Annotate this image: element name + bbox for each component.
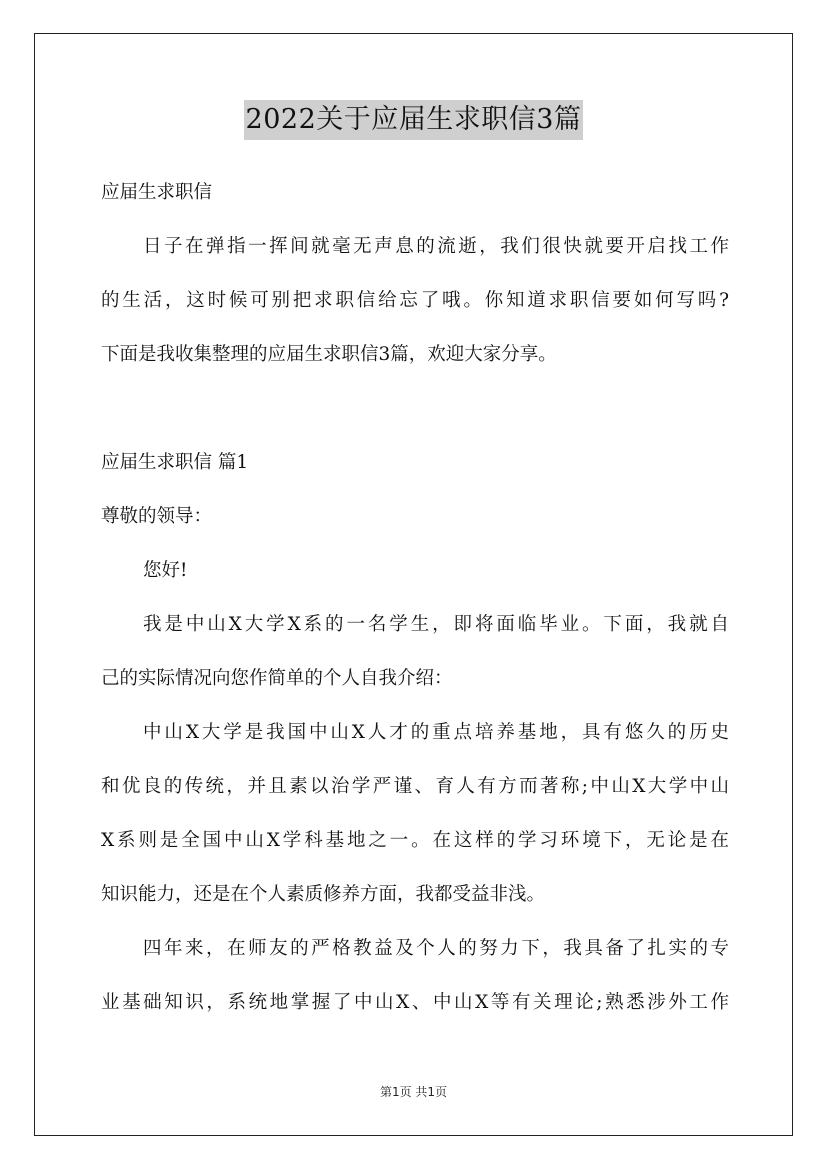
paragraph-line: 四年来，在师友的严格教益及个人的努力下，我具备了扎实的专 bbox=[143, 938, 729, 959]
paragraph-line: 的生活，这时候可别把求职信给忘了哦。你知道求职信要如何写吗? bbox=[101, 290, 729, 311]
document-body bbox=[101, 166, 729, 1030]
greeting: 您好! bbox=[143, 560, 188, 581]
paragraph-line: 己的实际情况向您作简单的个人自我介绍： bbox=[101, 668, 453, 689]
paragraph-line: 中山X大学是我国中山X人才的重点培养基地，具有悠久的历史 bbox=[143, 722, 729, 743]
blank-line bbox=[101, 382, 729, 436]
salutation: 尊敬的领导： bbox=[101, 506, 213, 527]
section-heading: 应届生求职信 bbox=[101, 182, 213, 203]
paragraph-line: 我是中山X大学X系的一名学生，即将面临毕业。下面，我就自 bbox=[143, 614, 729, 635]
paragraph-line: 业基础知识，系统地掌握了中山X、中山X等有关理论;熟悉涉外工作 bbox=[101, 992, 729, 1013]
page-number-footer: 第1页 共1页 bbox=[379, 1085, 448, 1099]
paragraph-line: 日子在弹指一挥间就毫无声息的流逝，我们很快就要开启找工作 bbox=[143, 236, 729, 257]
paragraph-line: 下面是我收集整理的应届生求职信3篇，欢迎大家分享。 bbox=[101, 344, 557, 365]
paragraph-line: 知识能力，还是在个人素质修养方面，我都受益非浅。 bbox=[101, 884, 546, 905]
paragraph-line: 和优良的传统，并且素以治学严谨、育人有方而著称;中山X大学中山 bbox=[101, 776, 729, 797]
title-container bbox=[0, 100, 827, 140]
document-title: 2022关于应届生求职信3篇 bbox=[244, 100, 584, 140]
paragraph-line: X系则是全国中山X学科基地之一。在这样的学习环境下，无论是在 bbox=[101, 830, 729, 851]
section-heading: 应届生求职信 篇1 bbox=[101, 452, 249, 473]
